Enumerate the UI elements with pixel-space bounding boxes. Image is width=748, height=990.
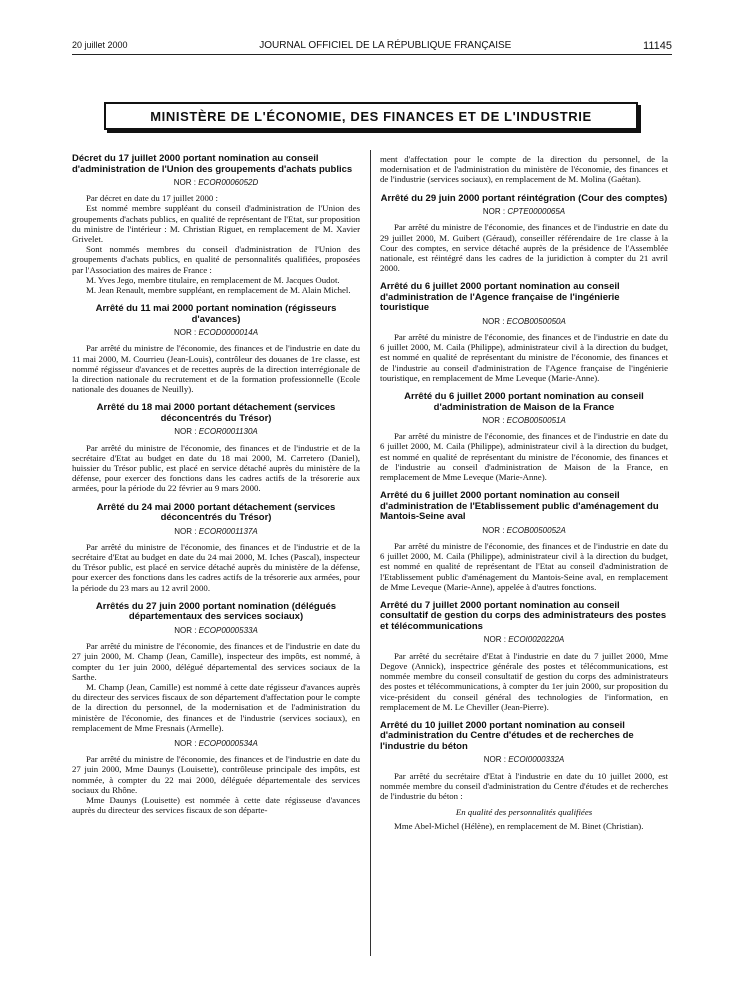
- paragraph: Par arrêté du ministre de l'économie, des finances et de l'industrie en date du 27 juin 2000, M. Champ (Jean, Camille), inspecteur des impôts, est nommé, à compter du 1er juin 2000, délégué départemental des services sociaux de la Sarthe.: [72, 641, 360, 682]
- section-arrete-11-mai: [72, 304, 360, 394]
- paragraph: Sont nommés membres du conseil d'administration de l'Union des groupements d'achats publics, en qualité de personnalités qualifiées, proposées par l'Association des maires de France :: [72, 244, 360, 275]
- section-title: Arrêté du 29 juin 2000 portant réintégration (Cour des comptes): [380, 192, 668, 204]
- paragraph: Par arrêté du secrétaire d'Etat à l'industrie en date du 7 juillet 2000, Mme Degove (Annick), inspectrice générale des postes et télécommunications, est nommée membre du conseil consultatif de gestion du corps des administrateurs des postes et télécommunications, à compter du 1er juin 2000, sur proposition du vice-président du conseil général des technologies de l'information, en remplacement de M. Le Cheviller (Jean-Pierre).: [380, 650, 668, 712]
- paragraph: Par arrêté du ministre de l'économie, des finances et de l'industrie et de la secrétaire d'Etat au budget en date du 18 mai 2000, M. Carretero (Daniel), huissier du Trésor public, est placé en service détaché auprès du ministère de la défense, pour exercer des fonctions dans les cadres actifs de la trésorerie aux armées, pour la période du 22 février au 9 mars 2000.: [72, 442, 360, 494]
- left-column: [72, 154, 360, 815]
- section-arrete-29-juin: [380, 194, 668, 274]
- subheading-italic: En qualité des personnalités qualifiées: [455, 807, 593, 818]
- header-rule: [72, 54, 672, 55]
- nor-reference: NOR : ECOR0006052D: [173, 178, 259, 187]
- nor-reference: NOR : ECOR0001130A: [174, 427, 258, 437]
- nor-reference: NOR : ECOR0001137A: [174, 526, 258, 536]
- section-arrete-10-juillet: [380, 721, 668, 832]
- nor-reference: NOR : ECOI0020220A: [483, 635, 565, 645]
- section-title: Arrêté du 18 mai 2000 portant détachement (services déconcentrés du Trésor): [96, 402, 336, 424]
- nor-reference: NOR : ECOB0050051A: [482, 416, 566, 426]
- paragraph: Mme Daunys (Louisette) est nommée à cette date régisseuse d'avances auprès du directeur des services fiscaux de son départe-: [72, 794, 360, 816]
- paragraph: Par arrêté du secrétaire d'Etat à l'industrie en date du 10 juillet 2000, est nommée membre du conseil d'administration du Centre d'études et de recherches de l'industrie du béton :: [380, 770, 668, 802]
- paragraph: Par arrêté du ministre de l'économie, des finances et de l'industrie et de la secrétaire d'Etat au budget en date du 24 mai 2000, M. Iches (Pascal), inspecteur du Trésor public, est placé en service détaché auprès du ministère de la défense, pour exercer des fonctions dans les cadres actifs de la trésorerie aux armées, pour la période du 23 mars au 12 avril 2000.: [72, 541, 360, 593]
- section-title: Arrêtés du 27 juin 2000 portant nomination (délégués départementaux des services sociaux): [95, 600, 337, 623]
- paragraph: Par arrêté du ministre de l'économie, des finances et de l'industrie en date du 29 juillet 2000, M. Guibert (Géraud), conseiller référendaire de 1re classe à la Cour des comptes, en service détaché auprès de la présidence de l'Assemblée nationale, est réintégré dans les cadres de la juridiction à compter du 21 avril 2000.: [380, 222, 668, 274]
- nor-reference: NOR : ECOP0000534A: [174, 738, 258, 748]
- paragraph: M. Champ (Jean, Camille) est nommé à cette date régisseur d'avances auprès du directeur des services fiscaux de son département d'affectation pour le compte de la direction du personnel, de la modernisation et de l'administration du ministère de l'économie, des finances et de l'industrie (services sociaux), en remplacement de Mme Fresnais (Armelle).: [72, 681, 360, 733]
- nor-reference: NOR : ECOB0050052A: [482, 525, 566, 535]
- journal-title: JOURNAL OFFICIEL DE LA RÉPUBLIQUE FRANÇAISE: [259, 40, 512, 51]
- nor-reference: NOR : ECOP0000533A: [174, 625, 258, 635]
- nor-reference: NOR : ECOD0000014A: [173, 328, 259, 338]
- right-column: [380, 154, 668, 832]
- section-arrete-6-juillet-mantois: [380, 491, 668, 592]
- section-title: Arrêté du 7 juillet 2000 portant nomination au conseil consultatif de gestion du corps des administrateurs des postes et télécommunications: [380, 599, 667, 632]
- section-title: Décret du 17 juillet 2000 portant nomination au conseil d'administration de l'Union des groupements d'achats publics: [72, 153, 353, 175]
- paragraph: M. Jean Renault, membre suppléant, en remplacement de M. Alain Michel.: [86, 285, 351, 296]
- section-arrete-7-juillet: [380, 601, 668, 712]
- paragraph: Est nommé membre suppléant du conseil d'administration de l'Union des groupements d'achats publics, en qualité de représentant de l'Etat, sur proposition du ministre de l'intérieur : M. Christian Riguet, en remplacement de M. Xavier Grivelet.: [72, 203, 360, 245]
- nor-reference: NOR : ECOB0050050A: [482, 316, 566, 326]
- running-header: [72, 40, 672, 52]
- ministry-title: MINISTÈRE DE L'ÉCONOMIE, DES FINANCES ET DE L'INDUSTRIE: [150, 108, 592, 124]
- section-arretes-27-juin: [72, 602, 360, 815]
- nor-reference: NOR : CPTE0000065A: [482, 207, 566, 217]
- section-arrete-6-juillet-maison-france: [380, 392, 668, 482]
- paragraph: Par décret en date du 17 juillet 2000 :: [86, 193, 218, 204]
- section-title: Arrêté du 11 mai 2000 portant nomination (régisseurs d'avances): [95, 303, 337, 325]
- paragraph: Par arrêté du ministre de l'économie, des finances et de l'industrie en date du 11 mai 2000, M. Courrieu (Jean-Louis), contrôleur des douanes de 1re classe, est nommé régisseur d'avances et de recettes auprès de la direction interrégionale de la direction nationale du recrutement et de la formation professionnelle (Ecole nationale des douanes de Neuilly).: [72, 343, 360, 395]
- paragraph: Par arrêté du ministre de l'économie, des finances et de l'industrie en date du 6 juillet 2000, M. Caila (Philippe), administrateur civil à la direction du budget, est nommé en qualité de représentant de l'Etat au conseil d'administration de l'Etablissement public d'aménagement du Mantois-Seine aval, en remplacement de Mme Leveque (Marie-Anne), appelée à d'autres fonctions.: [380, 540, 668, 592]
- header-date: 20 juillet 2000: [72, 40, 128, 50]
- section-title: Arrêté du 6 juillet 2000 portant nomination au conseil d'administration de l'Etablissement public d'aménagement du Mantois-Seine aval: [380, 490, 659, 523]
- paragraph: Par arrêté du ministre de l'économie, des finances et de l'industrie en date du 6 juillet 2000, M. Caila (Philippe), administrateur civil à la direction du budget, est nommé en qualité de représentant du ministre de l'économie, des finances et de l'industrie au conseil d'administration de l'Agence française de l'ingénierie touristique, en remplacement de Mme Leveque (Marie-Anne).: [380, 332, 668, 383]
- section-arrete-6-juillet-afit: [380, 282, 668, 383]
- section-title: Arrêté du 6 juillet 2000 portant nomination au conseil d'administration de Maison de la France: [404, 391, 644, 413]
- section-decret-17-juillet: [72, 154, 360, 295]
- section-arrete-18-mai: [72, 403, 360, 493]
- ministry-banner: [104, 102, 638, 130]
- nor-reference: NOR : ECOI0000332A: [483, 755, 565, 765]
- page-number: 11145: [643, 40, 672, 52]
- paragraph: Mme Abel-Michel (Hélène), en remplacement de M. Binet (Christian).: [394, 821, 644, 832]
- section-arrete-24-mai: [72, 503, 360, 593]
- section-title: Arrêté du 6 juillet 2000 portant nomination au conseil d'administration de l'Agence française de l'ingénierie touristique: [380, 281, 620, 314]
- paragraph: M. Yves Jego, membre titulaire, en remplacement de M. Jacques Oudot.: [86, 274, 340, 285]
- paragraph-continued: ment d'affectation pour le compte de la direction du personnel, de la modernisation et de l'administration du ministère de l'économie, des finances et de l'industrie (services sociaux), en remplacement de M. Molina (Gaétan).: [380, 154, 668, 185]
- section-title: Arrêté du 10 juillet 2000 portant nomination au conseil d'administration du Centre d'études et de recherches de l'industrie du béton: [380, 719, 634, 752]
- section-title: Arrêté du 24 mai 2000 portant détachement (services déconcentrés du Trésor): [96, 501, 336, 524]
- paragraph: Par arrêté du ministre de l'économie, des finances et de l'industrie en date du 6 juillet 2000, M. Caila (Philippe), administrateur civil à la direction du budget, est nommé en qualité de représentant du ministre de l'économie, des finances et de l'industrie au conseil d'administration de Maison de la France, en remplacement de Mme Leveque (Marie-Anne).: [380, 431, 668, 483]
- paragraph: Par arrêté du ministre de l'économie, des finances et de l'industrie en date du 27 juin 2000, Mme Daunys (Louisette), contrôleuse principale des impôts, est nommée, à compter du 22 mai 2000, déléguée départementale des services sociaux du Rhône.: [72, 754, 360, 795]
- column-divider: [370, 150, 371, 956]
